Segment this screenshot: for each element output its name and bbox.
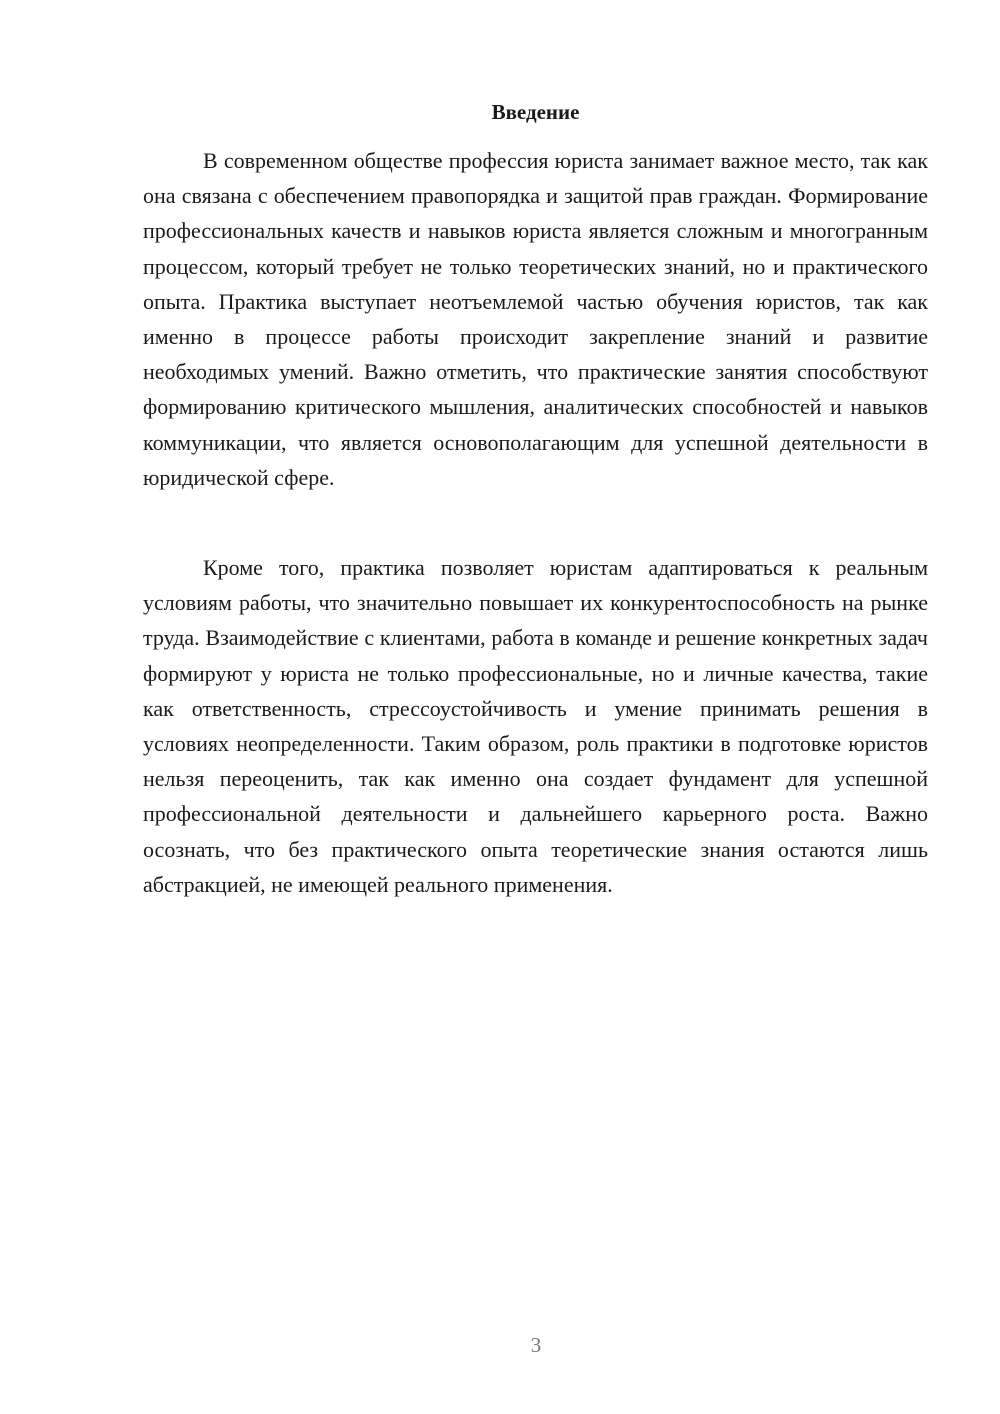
paragraph-2: Кроме того, практика позволяет юристам адаптироваться к реальным условиям работы, что значительно повышает их конкурентоспособность на рынке труда. Взаимодействие с клиентами, работа в команде и решение конкретных задач формируют у юриста не только профессиональные, но и личные качества, такие как ответственность, стрессоустойчивость и умение принимать решения в условиях неопределенности. Таким образом, роль практики в подготовке юристов нельзя переоценить, так как именно она создает фундамент для успешной профессиональной деятельности и дальнейшего карьерного роста. Важно осознать, что без практического опыта теоретические знания остаются лишь абстракцией, не имеющей реального применения.	[143, 555, 928, 897]
section-heading: Введение	[491, 100, 580, 124]
page-number: 3	[530, 1333, 542, 1357]
paragraph-1: В современном обществе профессия юриста занимает важное место, так как она связана с обеспечением правопорядка и защитой прав граждан. Формирование профессиональных качеств и навыков юриста является сложным и многогранным процессом, который требует не только теоретических знаний, но и практического опыта. Практика выступает неотъемлемой частью обучения юристов, так как именно в процессе работы происходит закрепление знаний и развитие необходимых умений. Важно отметить, что практические занятия способствуют формированию критического мышления, аналитических способностей и навыков коммуникации, что является основополагающим для успешной деятельности в юридической сфере.	[143, 148, 928, 490]
